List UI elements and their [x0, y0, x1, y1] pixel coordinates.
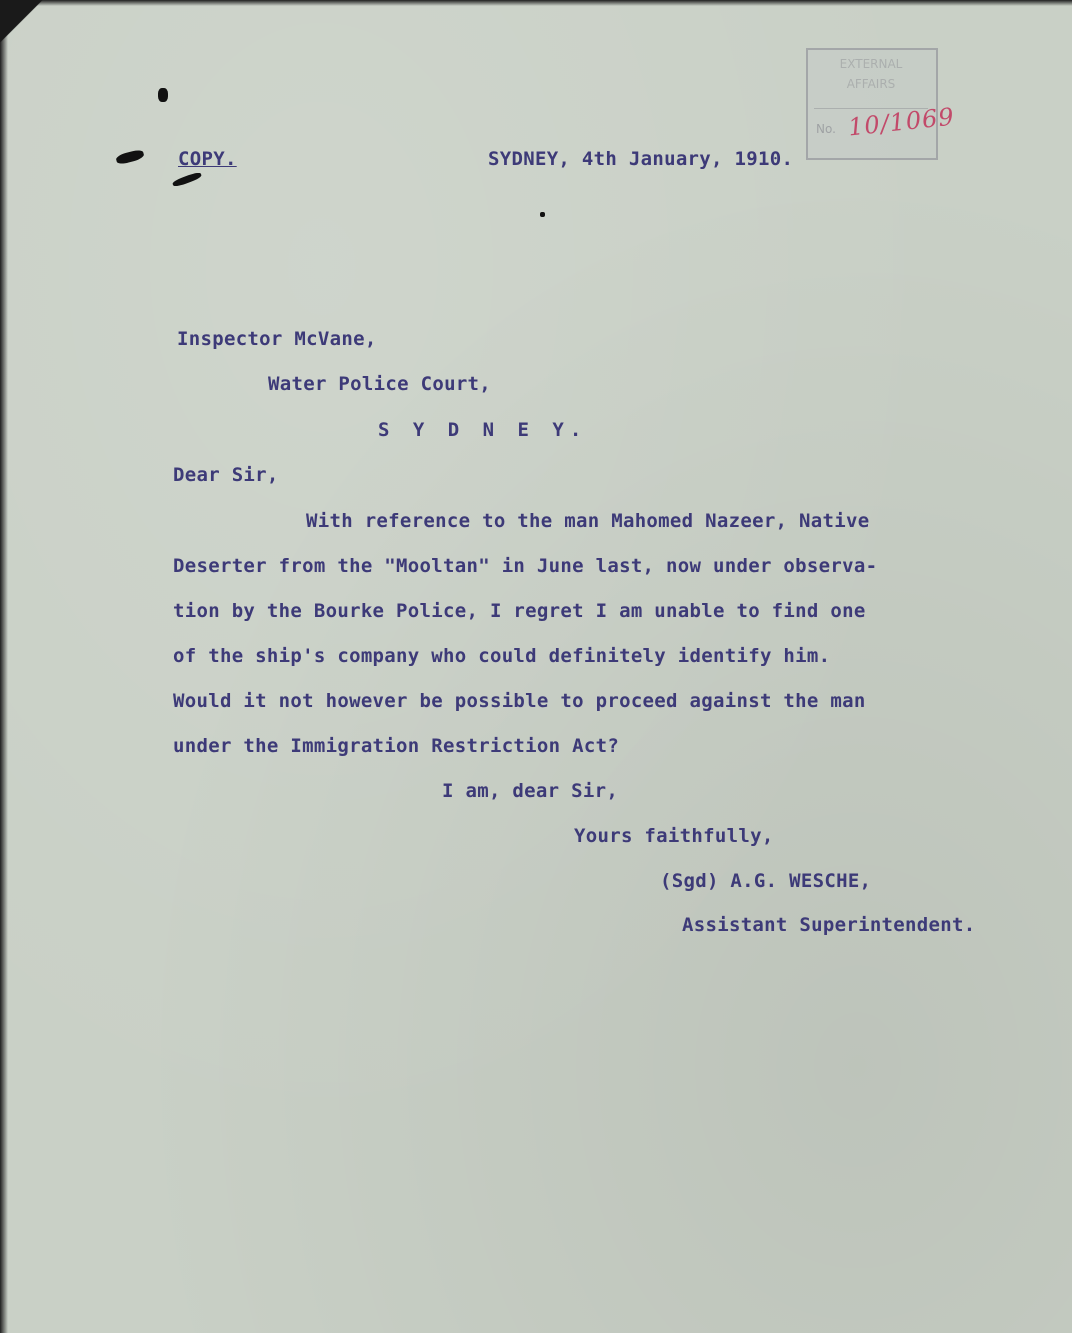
body-line: under the Immigration Restriction Act? — [173, 735, 620, 757]
scan-edge-top — [0, 0, 1072, 6]
ink-spot — [158, 88, 168, 102]
address-line: Water Police Court, — [268, 373, 492, 395]
closing: I am, dear Sir, — [442, 780, 619, 802]
scan-corner — [0, 0, 60, 60]
body-line: Deserter from the "Mooltan" in June last, now under observa- — [173, 555, 878, 577]
address-line: S Y D N E Y. — [378, 419, 588, 441]
signatory-title: Assistant Superintendent. — [682, 914, 976, 936]
scan-edge-left — [0, 0, 8, 1333]
valediction: Yours faithfully, — [574, 825, 774, 847]
ink-spot — [540, 212, 545, 217]
stamp-header: EXTERNAL AFFAIRS — [814, 54, 928, 109]
copy-label: COPY. — [178, 148, 237, 170]
ink-spot — [115, 149, 145, 166]
body-line: of the ship's company who could definitely identify him. — [173, 645, 831, 667]
body-line: With reference to the man Mahomed Nazeer, Native — [306, 510, 870, 532]
ink-spot — [172, 171, 203, 188]
body-line: Would it not however be possible to proceed against the man — [173, 690, 866, 712]
stamp-no-label: No. — [816, 122, 836, 136]
stamp-number: 10/1069 — [846, 102, 956, 142]
registry-stamp — [806, 48, 956, 160]
dateline: SYDNEY, 4th January, 1910. — [488, 148, 794, 170]
signature: (Sgd) A.G. WESCHE, — [660, 870, 872, 892]
salutation: Dear Sir, — [173, 464, 279, 486]
address-line: Inspector McVane, — [177, 328, 377, 350]
body-line: tion by the Bourke Police, I regret I am unable to find one — [173, 600, 866, 622]
